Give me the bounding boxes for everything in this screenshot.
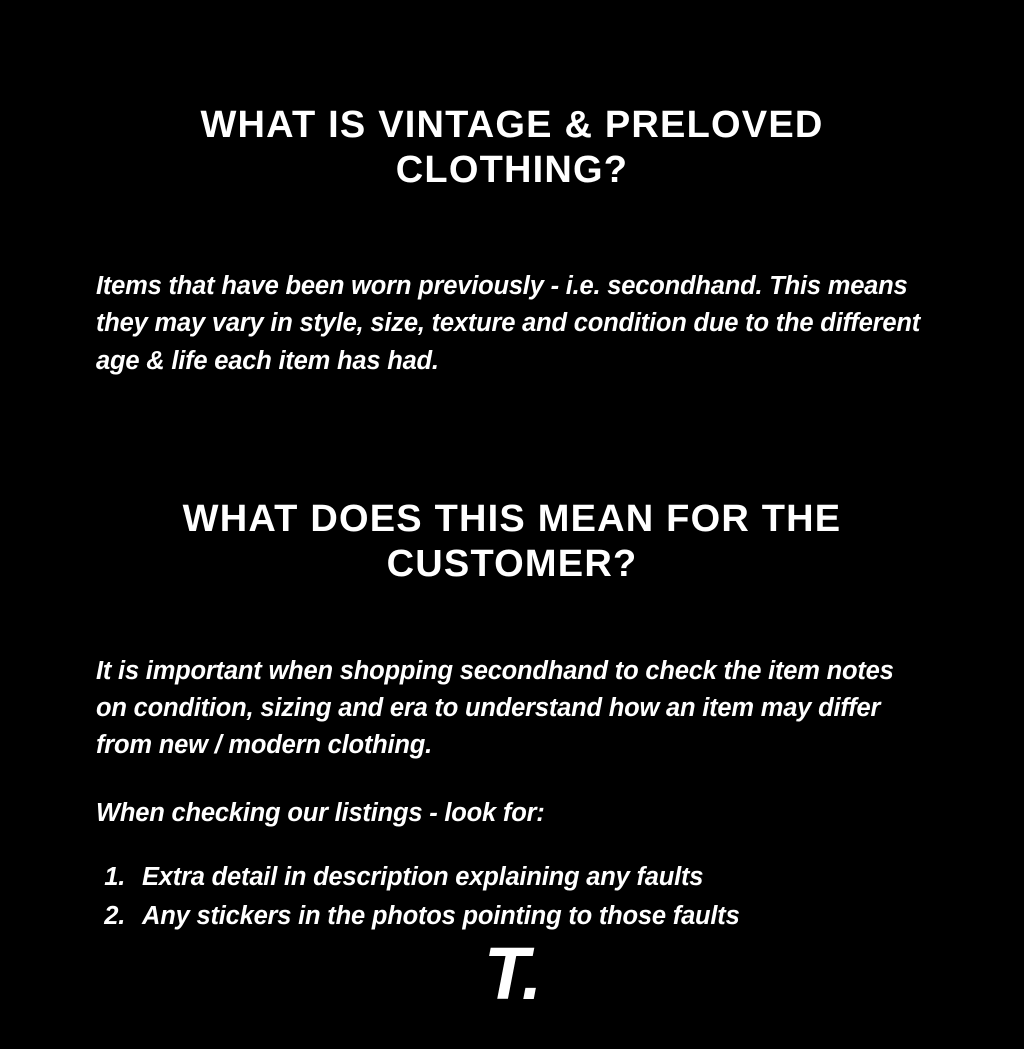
slide-canvas [0, 25, 1024, 1049]
customer-guidance-paragraph: It is important when shopping secondhand to check the item notes on condition, sizing and era to understand how an item may differ from new / modern clothing. [96, 656, 894, 760]
checklist [96, 858, 928, 936]
section-heading-customer: WHAT DOES THIS MEAN FOR THE CUSTOMER? [182, 498, 842, 586]
list-item: 2. Any stickers in the photos pointing to those faults [132, 897, 928, 936]
section-spacer [96, 405, 928, 497]
brand-logo [0, 932, 1024, 1016]
page-title: WHAT IS VINTAGE & PRELOVED CLOTHING? [200, 104, 824, 192]
listings-intro-paragraph: When checking our listings - look for: [96, 798, 545, 827]
logo-text: T. [483, 932, 541, 1016]
list-item: 1. Extra detail in description explaining any faults [132, 858, 928, 897]
definition-paragraph: Items that have been worn previously - i.e. secondhand. This means they may vary in style, size, texture and condition due to the different age & life each item has had. [96, 272, 920, 375]
